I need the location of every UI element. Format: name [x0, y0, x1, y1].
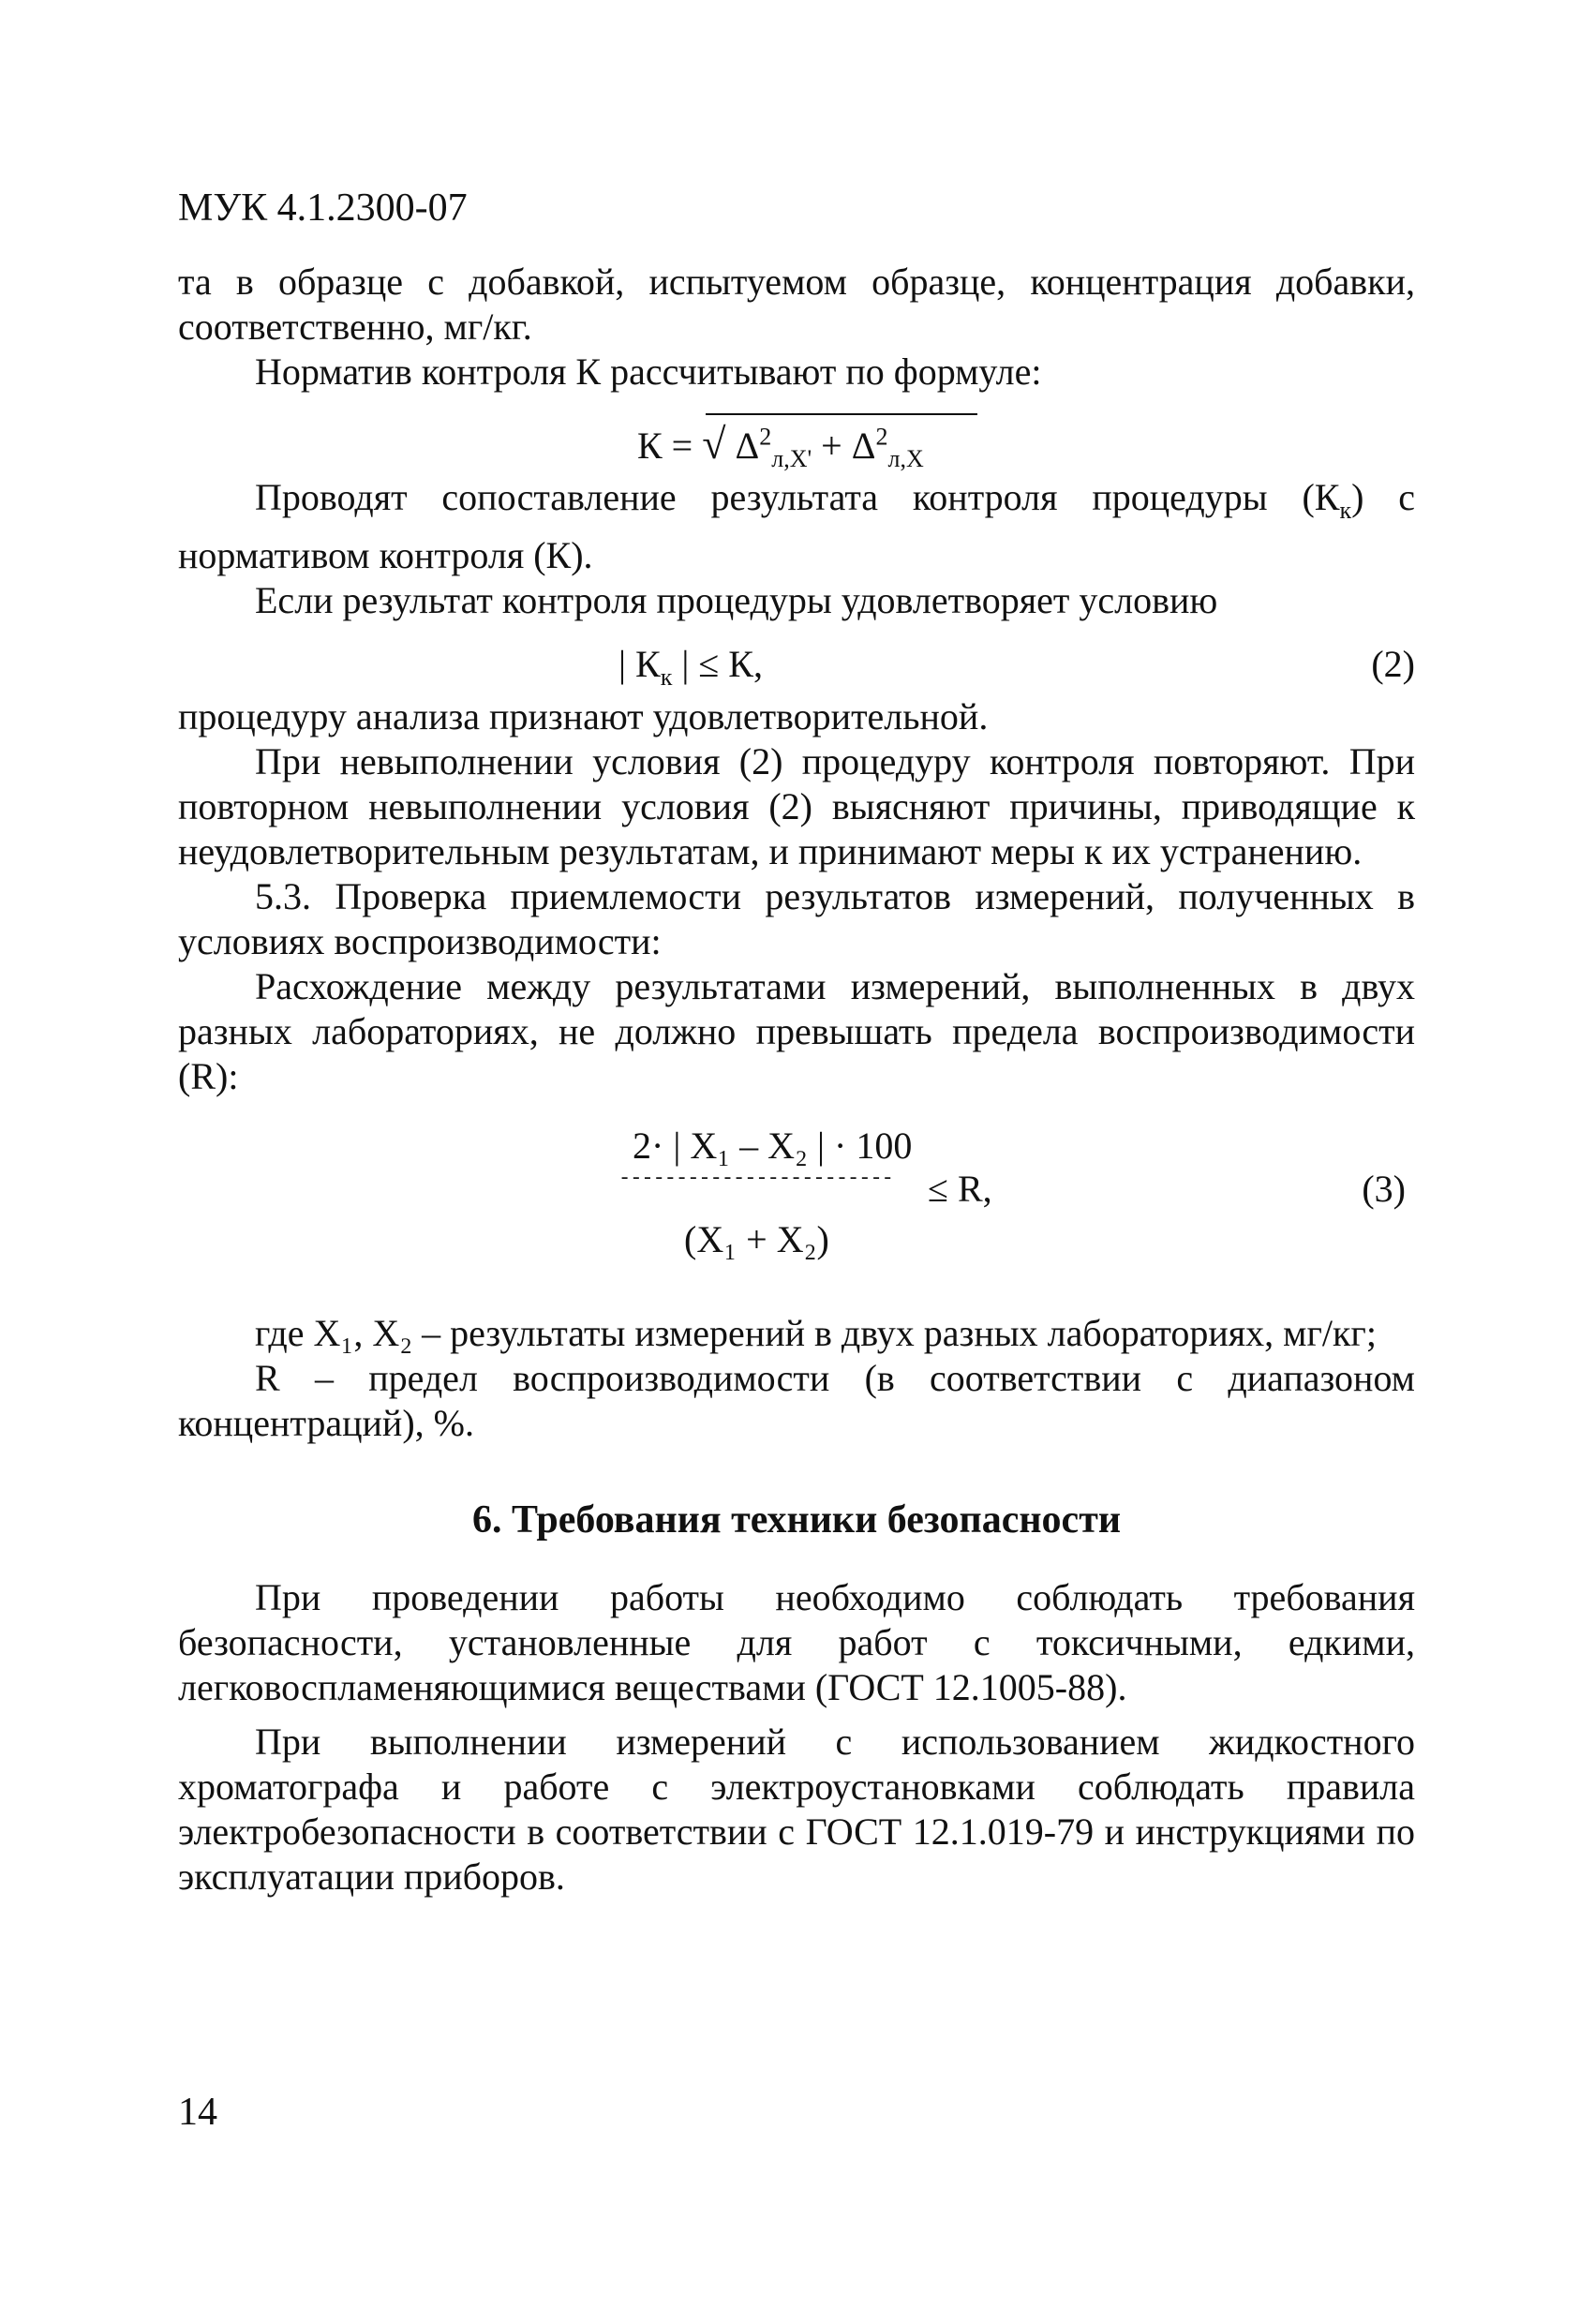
delta-term-1: Δ	[735, 425, 760, 467]
sqrt-sign: √	[702, 420, 726, 468]
delta-term-2-sub: л,Х	[887, 445, 924, 472]
formula-2-expr-b: | ≤ К,	[672, 643, 763, 685]
paragraph-control-norm-intro: Норматив контроля К рассчитывают по формуле:	[255, 350, 1042, 393]
formula-control-norm	[178, 408, 1415, 475]
paragraph-where-r: R – предел воспроизводимости (в соответствии с диапазоном концентраций), %.	[178, 1357, 1415, 1444]
paragraph-section-5-3: 5.3. Проверка приемлемости результатов измерений, полученных в условиях воспроизводимости:	[178, 875, 1415, 962]
paragraph-comparison	[178, 475, 1415, 578]
delta-term-1-sup: 2	[759, 423, 772, 451]
fraction-relation: ≤ R,	[928, 1168, 992, 1210]
page-number: 14	[178, 2091, 217, 2134]
paragraph-satisfactory: процедуру анализа признают удовлетворительной.	[178, 695, 989, 737]
formula-2-sub: к	[660, 663, 673, 691]
formula-k-expression	[637, 419, 924, 473]
paragraph-repeat-control: При невыполнении условия (2) процедуру контроля повторяют. При повторном невыполнении условия (2) выясняют причины, приводящие к неудовлетворительным результатам, и принимают меры к их устранению.	[178, 740, 1415, 872]
paragraph-safety-requirements: При проведении работы необходимо соблюдать требования безопасности, установленные для работ с токсичными, едкими, легковоспламеняющимися веществами (ГОСТ 12.1005-88).	[178, 1576, 1415, 1708]
kk-subscript: к	[1339, 497, 1352, 524]
formula-2-number: (2)	[1371, 643, 1415, 685]
paragraph-discrepancy: Расхождение между результатами измерений, выполненных в двух разных лабораториях, не должно превышать предела воспроизводимости (R):	[178, 965, 1415, 1097]
fraction-numerator: 2· | Х₁ – Х₂ | · 100	[633, 1125, 913, 1167]
formula-2-expr-a: | К	[618, 643, 661, 685]
formula-2-expression	[618, 642, 763, 692]
formula-k-lhs: К =	[637, 425, 703, 467]
paragraph-comparison-end: ) с нормативом контроля (К).	[178, 476, 1416, 576]
delta-term-1-sub: л,Х'	[771, 445, 812, 472]
paragraph-electrical-safety: При выполнении измерений с использованием жидкостного хроматографа и работе с электроустановками соблюдать правила электробезопасности в соответствии с ГОСТ 12.1.019-79 и инструкциями по эксплуатации приборов.	[178, 1721, 1415, 1898]
section-title-safety: 6. Требования техники безопасности	[471, 1498, 1122, 1542]
paragraph-comparison-text: Проводят сопоставление результата контроля процедуры (К	[255, 476, 1340, 518]
paragraph-condition-intro: Если результат контроля процедуры удовлетворяет условию	[255, 579, 1218, 621]
formula-reproducibility-3	[178, 1124, 1415, 1274]
sqrt-overbar	[706, 413, 977, 415]
fraction-dashes: ------------------------	[618, 1167, 893, 1190]
delta-term-2: Δ	[851, 425, 876, 467]
formula-k-plus: +	[812, 425, 852, 467]
formula-3-number: (3)	[1362, 1168, 1406, 1210]
formula-condition-2	[178, 636, 1415, 694]
paragraph-continuation: та в образце с добавкой, испытуемом образце, концентрация добавки, соответственно, мг/кг.	[178, 261, 1415, 348]
delta-term-2-sup: 2	[875, 423, 888, 451]
document-code-header: МУК 4.1.2300-07	[178, 186, 468, 230]
document-page	[178, 183, 1415, 1899]
fraction-denominator: (Х₁ + Х₂)	[684, 1218, 829, 1260]
paragraph-where-x: где Х₁, Х₂ – результаты измерений в двух разных лабораториях, мг/кг;	[255, 1312, 1377, 1354]
